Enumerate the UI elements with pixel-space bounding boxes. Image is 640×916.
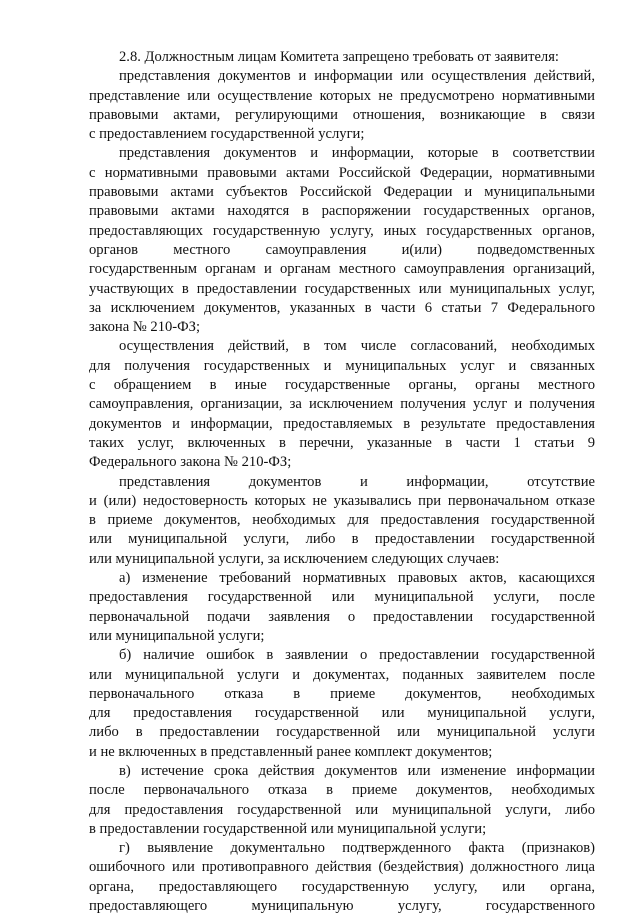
- text-line: в) истечение срока действия документов или изменение информации: [119, 762, 595, 779]
- text-line: предоставляющих государственную услугу, иных государственных органов,: [89, 222, 595, 239]
- text-line: ошибочного или противоправного действия (бездействия) должностного лица: [89, 859, 595, 876]
- text-line: правовыми актами, регулирующими отношения, возникающие в связи: [89, 106, 595, 123]
- text-line: правовыми актами находятся в распоряжении государственных органов,: [89, 203, 595, 220]
- text-line: Федерального закона № 210-ФЗ;: [89, 454, 292, 471]
- text-line: 2.8. Должностным лицам Комитета запрещено требовать от заявителя:: [119, 49, 559, 65]
- text-line: б) наличие ошибок в заявлении о предоставлении государственной: [119, 647, 595, 664]
- text-line: с обращением в иные государственные органы, органы местного: [89, 377, 595, 394]
- document-text: [89, 48, 595, 916]
- text-line: и не включенных в представленный ранее комплект документов;: [89, 743, 493, 760]
- text-line: представление или осуществление которых не предусмотрено нормативными: [89, 87, 595, 104]
- text-line: или муниципальной услуги, либо в предоставлении государственной: [89, 531, 595, 548]
- text-line: таких услуг, включенных в перечни, указанные в части 1 статьи 9: [89, 434, 595, 451]
- text-line: представления документов и информации, которые в соответствии: [119, 145, 595, 162]
- text-line: закона № 210-ФЗ;: [89, 319, 201, 336]
- text-line: предоставления государственной или муниципальной услуги, после: [89, 589, 595, 606]
- text-line: документов и информации, предоставляемых в результате предоставления: [89, 415, 595, 432]
- text-line: за исключением документов, указанных в части 6 статьи 7 Федерального: [89, 299, 595, 316]
- text-line: первоначальной подачи заявления о предоставлении государственной: [89, 608, 595, 625]
- text-line: для предоставления государственной или муниципальной услуги,: [89, 705, 595, 722]
- text-line: с нормативными правовыми актами Российской Федерации, нормативными: [89, 164, 595, 181]
- text-line: органов местного самоуправления и(или) подведомственных: [89, 241, 595, 258]
- text-line: для предоставления государственной или муниципальной услуги, либо: [89, 801, 595, 818]
- text-line: после первоначального отказа в приеме документов, необходимых: [89, 782, 595, 799]
- text-line: государственным органам и органам местного самоуправления организаций,: [89, 261, 595, 278]
- text-line: самоуправления, организации, за исключением получения услуг и получения: [89, 396, 595, 413]
- text-line: первоначального отказа в приеме документов, необходимых: [89, 685, 595, 702]
- text-line: или муниципальной услуги и документах, поданных заявителем после: [89, 666, 595, 683]
- text-line: представления документов и информации, отсутствие: [119, 473, 595, 490]
- text-line: или муниципальной услуги, за исключением следующих случаев:: [89, 550, 500, 567]
- text-line: для получения государственных и муниципальных услуг и связанных: [89, 357, 595, 374]
- text-line: в приеме документов, необходимых для предоставления государственной: [89, 512, 595, 529]
- text-line: с предоставлением государственной услуги;: [89, 126, 365, 143]
- text-line: и (или) недостоверность которых не указывались при первоначальном отказе: [89, 492, 595, 509]
- text-line: участвующих в предоставлении государственных или муниципальных услуг,: [89, 280, 595, 297]
- text-line: в предоставлении государственной или муниципальной услуги;: [89, 820, 487, 837]
- text-line: а) изменение требований нормативных правовых актов, касающихся: [119, 570, 595, 587]
- text-line: либо в предоставлении государственной или муниципальной услуги: [89, 724, 595, 741]
- text-line: представления документов и информации или осуществления действий,: [119, 68, 595, 85]
- text-line: предоставляющего муниципальную услугу, государственного: [89, 898, 595, 915]
- text-line: органа, предоставляющего государственную услугу, или органа,: [89, 878, 595, 895]
- text-line: или муниципальной услуги;: [89, 627, 265, 644]
- text-line: г) выявление документально подтвержденного факта (признаков): [119, 840, 595, 857]
- text-line: осуществления действий, в том числе согласований, необходимых: [119, 338, 595, 355]
- text-line: правовыми актами субъектов Российской Федерации и муниципальными: [89, 184, 595, 201]
